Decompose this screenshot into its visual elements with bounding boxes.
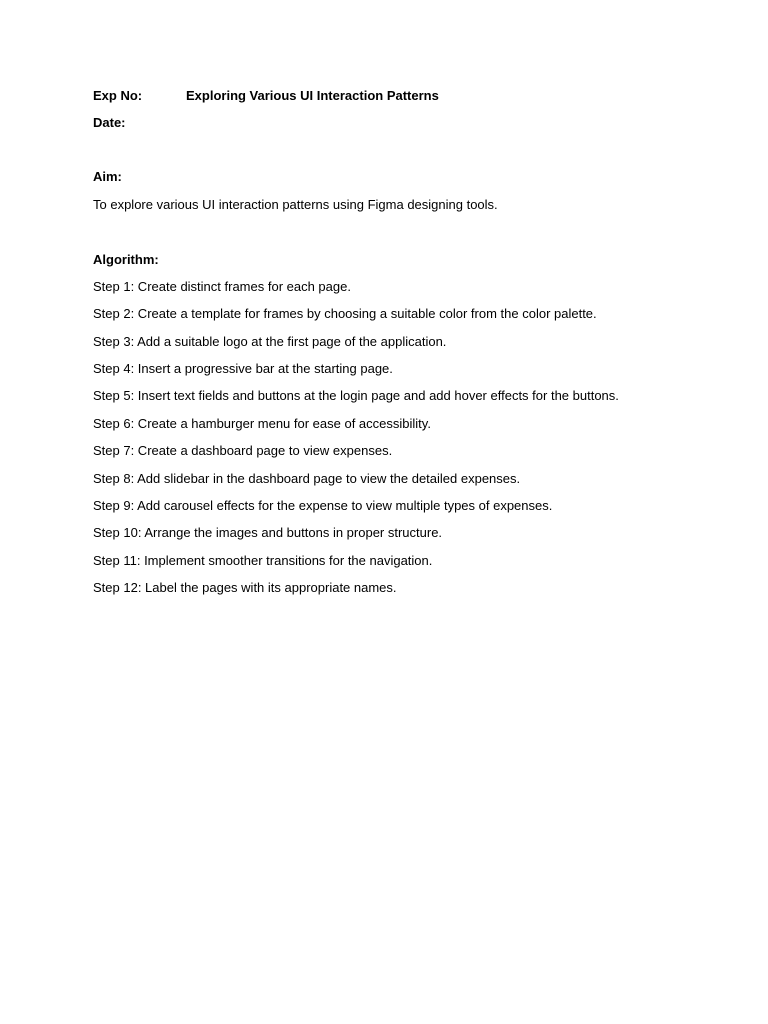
- algorithm-step: Step 10: Arrange the images and buttons in proper structure.: [93, 525, 443, 540]
- algorithm-step: Step 5: Insert text fields and buttons at the login page and add hover effects for the buttons.: [93, 388, 619, 403]
- exp-no-label: Exp No:: [93, 88, 143, 103]
- algorithm-step: Step 9: Add carousel effects for the expense to view multiple types of expenses.: [93, 498, 553, 513]
- algorithm-step: Step 7: Create a dashboard page to view expenses.: [93, 443, 393, 458]
- experiment-title: Exploring Various UI Interaction Patterns: [186, 88, 439, 103]
- date-label: Date:: [93, 115, 126, 130]
- algorithm-step: Step 2: Create a template for frames by choosing a suitable color from the color palette.: [93, 306, 597, 321]
- algorithm-heading: Algorithm:: [93, 252, 159, 267]
- aim-text: To explore various UI interaction patterns using Figma designing tools.: [93, 197, 498, 212]
- algorithm-step: Step 8: Add slidebar in the dashboard page to view the detailed expenses.: [93, 471, 521, 486]
- algorithm-step: Step 3: Add a suitable logo at the first page of the application.: [93, 334, 447, 349]
- algorithm-step: Step 6: Create a hamburger menu for ease of accessibility.: [93, 416, 431, 431]
- algorithm-step: Step 12: Label the pages with its appropriate names.: [93, 580, 397, 595]
- algorithm-step: Step 1: Create distinct frames for each page.: [93, 279, 351, 294]
- algorithm-step: Step 11: Implement smoother transitions for the navigation.: [93, 553, 433, 568]
- aim-heading: Aim:: [93, 169, 122, 184]
- algorithm-step: Step 4: Insert a progressive bar at the starting page.: [93, 361, 393, 376]
